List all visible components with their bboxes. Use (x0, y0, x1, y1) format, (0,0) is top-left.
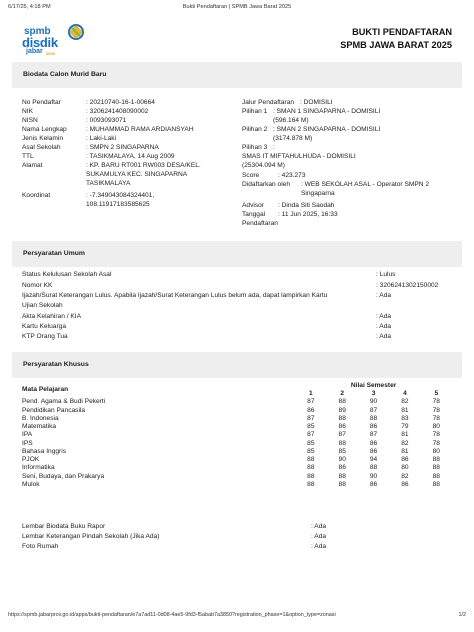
title-line-1: BUKTI PENDAFTARAN (352, 27, 452, 37)
subject-score: 78 (432, 439, 440, 447)
doc-value: : Ada (311, 523, 327, 530)
subject-row (22, 423, 452, 431)
section-biodata-title: Biodata Calon Murid Baru (23, 71, 107, 78)
doc-value: : Ada (311, 533, 327, 540)
subject-row (22, 407, 452, 415)
semester-number: 2 (340, 390, 345, 398)
subject-name: B. Indonesia (22, 414, 59, 422)
subject-name: Pend. Agama & Budi Pekerti (22, 398, 106, 406)
subject-row (22, 481, 452, 489)
subject-score: 90 (369, 472, 378, 480)
subject-score: 86 (338, 423, 346, 431)
subject-score: 85 (307, 447, 315, 455)
subject-score: 88 (338, 480, 346, 488)
subject-row (22, 473, 452, 481)
subject-row (22, 456, 452, 464)
subject-name: Mulok (22, 480, 40, 488)
print-datetime: 6/17/25, 4:18 PM (8, 4, 51, 10)
subject-score: 88 (432, 456, 440, 464)
subject-score: 85 (338, 447, 346, 455)
subject-score: 87 (338, 431, 346, 439)
document-title (340, 26, 452, 53)
subject-score: 78 (432, 414, 440, 422)
subject-score: 88 (338, 439, 346, 447)
logo-mark-icon (66, 22, 86, 42)
subject-score: 78 (432, 406, 440, 414)
umum-row: KTP Orang Tua (22, 333, 68, 340)
umum-value: : Lulus (376, 271, 396, 278)
umum-row: Kartu Keluarga (22, 323, 66, 330)
umum-value: : Ada (376, 313, 392, 320)
section-biodata-header (12, 62, 462, 88)
doc-row: Lembar Biodata Buku Rapor (22, 523, 106, 530)
subject-score: 88 (307, 480, 315, 488)
subject-score: 88 (307, 472, 315, 480)
subject-row (22, 440, 452, 448)
subject-score: 81 (401, 406, 409, 414)
section-umum-title: Persyaratan Umum (23, 250, 85, 257)
subject-score: 86 (401, 456, 409, 464)
subject-score: 89 (338, 406, 346, 414)
semester-number: 1 (309, 390, 313, 398)
subject-score: 80 (432, 423, 440, 431)
subject-name: Seni, Budaya, dan Prakarya (22, 472, 105, 480)
subject-score: 86 (401, 480, 409, 488)
subject-name: Informatika (22, 464, 55, 472)
subject-score: 79 (401, 423, 409, 431)
subject-name: PJOK (22, 456, 40, 464)
print-header (8, 4, 466, 14)
subject-score: 88 (338, 414, 346, 422)
subject-score: 85 (307, 423, 315, 431)
subject-row (22, 431, 452, 439)
subject-name: Pendidikan Pancasila (22, 406, 86, 414)
subject-score: 81 (401, 431, 409, 439)
subject-score: 87 (369, 406, 378, 414)
subject-score: 86 (369, 447, 378, 455)
spmb-disdik-jabar-logo (22, 20, 98, 58)
subject-score: 88 (432, 480, 440, 488)
umum-row: Nomor KK (22, 282, 53, 289)
subject-score: 81 (401, 447, 409, 455)
subject-header: Mata Pelajaran (22, 386, 69, 394)
subject-row (22, 464, 452, 472)
subject-score: 88 (369, 414, 378, 422)
logo-word-spmb: spmb (24, 26, 51, 37)
subject-score: 86 (369, 423, 378, 431)
section-khusus-header (12, 352, 462, 378)
subject-score: 87 (307, 398, 315, 406)
subject-score: 90 (369, 398, 378, 406)
subject-name: Bahasa Inggris (22, 447, 66, 455)
subject-score: 88 (432, 472, 440, 480)
umum-value: : Ada (376, 292, 392, 299)
umum-value: : Ada (376, 323, 392, 330)
semester-number: 3 (371, 390, 376, 398)
subject-name: IPA (22, 431, 33, 439)
print-tab-title: Bukti Pendaftaran | SPMB Jawa Barat 2025 (182, 4, 292, 10)
semester-number: 4 (403, 390, 407, 398)
subject-row (22, 448, 452, 456)
subject-row (22, 398, 452, 406)
subject-score: 87 (307, 414, 315, 422)
subject-score: 87 (307, 431, 315, 439)
subject-score: 87 (369, 431, 378, 439)
umum-row-cont: Ujian Sekolah (22, 302, 63, 309)
semester-header: Nilai Semester (350, 382, 397, 389)
semester-number: 5 (434, 390, 439, 398)
subject-name: IPS (22, 439, 33, 447)
subject-score: 85 (307, 439, 315, 447)
subject-score: 86 (338, 464, 346, 472)
umum-value: : 3206241302150002 (376, 282, 439, 289)
print-footer (8, 612, 466, 622)
logo-word-jabar: jabar (26, 48, 43, 55)
title-line-2: SPMB JAWA BARAT 2025 (340, 40, 452, 51)
section-umum-header (12, 241, 462, 267)
umum-row: Status Kelulusan Sekolah Asal (22, 271, 112, 278)
subject-score: 78 (432, 431, 440, 439)
subject-score: 86 (307, 406, 315, 414)
subject-score: 80 (401, 464, 409, 472)
doc-value: : Ada (311, 543, 327, 550)
umum-row: Akta Kelahiran / KIA (22, 313, 82, 320)
subject-score: 80 (432, 447, 440, 455)
doc-row: Lembar Keterangan Pindah Sekolah (Jika Ada) (22, 533, 160, 540)
subject-score: 88 (432, 464, 440, 472)
subject-score: 88 (369, 464, 378, 472)
section-khusus-title: Persyaratan Khusus (23, 361, 89, 368)
logo-year: 2025 (46, 51, 55, 56)
subject-score: 86 (369, 480, 378, 488)
subject-score: 88 (307, 464, 315, 472)
subject-name: Matematika (22, 423, 57, 431)
umum-row: Ijazah/Surat Keterangan Lulus. Apabila Ijazah/Surat Keterangan Lulus belum ada, dapat lampirkan Kartu (22, 292, 328, 299)
logo-word-disdik: disdik (22, 35, 58, 50)
doc-row: Foto Rumah (22, 543, 59, 550)
subject-score: 88 (307, 456, 315, 464)
subject-score: 83 (401, 414, 409, 422)
subject-score: 88 (338, 472, 346, 480)
subject-score: 86 (369, 439, 378, 447)
scores-header-row (22, 382, 452, 390)
subject-score: 94 (369, 456, 378, 464)
subject-score: 90 (338, 456, 346, 464)
subject-row (22, 415, 452, 423)
subject-score: 82 (401, 398, 409, 406)
subject-score: 82 (401, 472, 409, 480)
print-page-number: 1/2 (458, 612, 466, 618)
scores-table (22, 382, 452, 489)
subject-score: 82 (401, 439, 409, 447)
subject-score: 88 (338, 398, 346, 406)
subject-score: 78 (432, 398, 440, 406)
print-url: https://spmb.jabarprov.go.id/apps/bukti-pendaftaran/e7a7ad11-0d08-4ae5-9fd3-f5abab7a3850?registration_phase=1&option_type=zonasi (8, 612, 336, 618)
umum-value: : Ada (376, 333, 392, 340)
